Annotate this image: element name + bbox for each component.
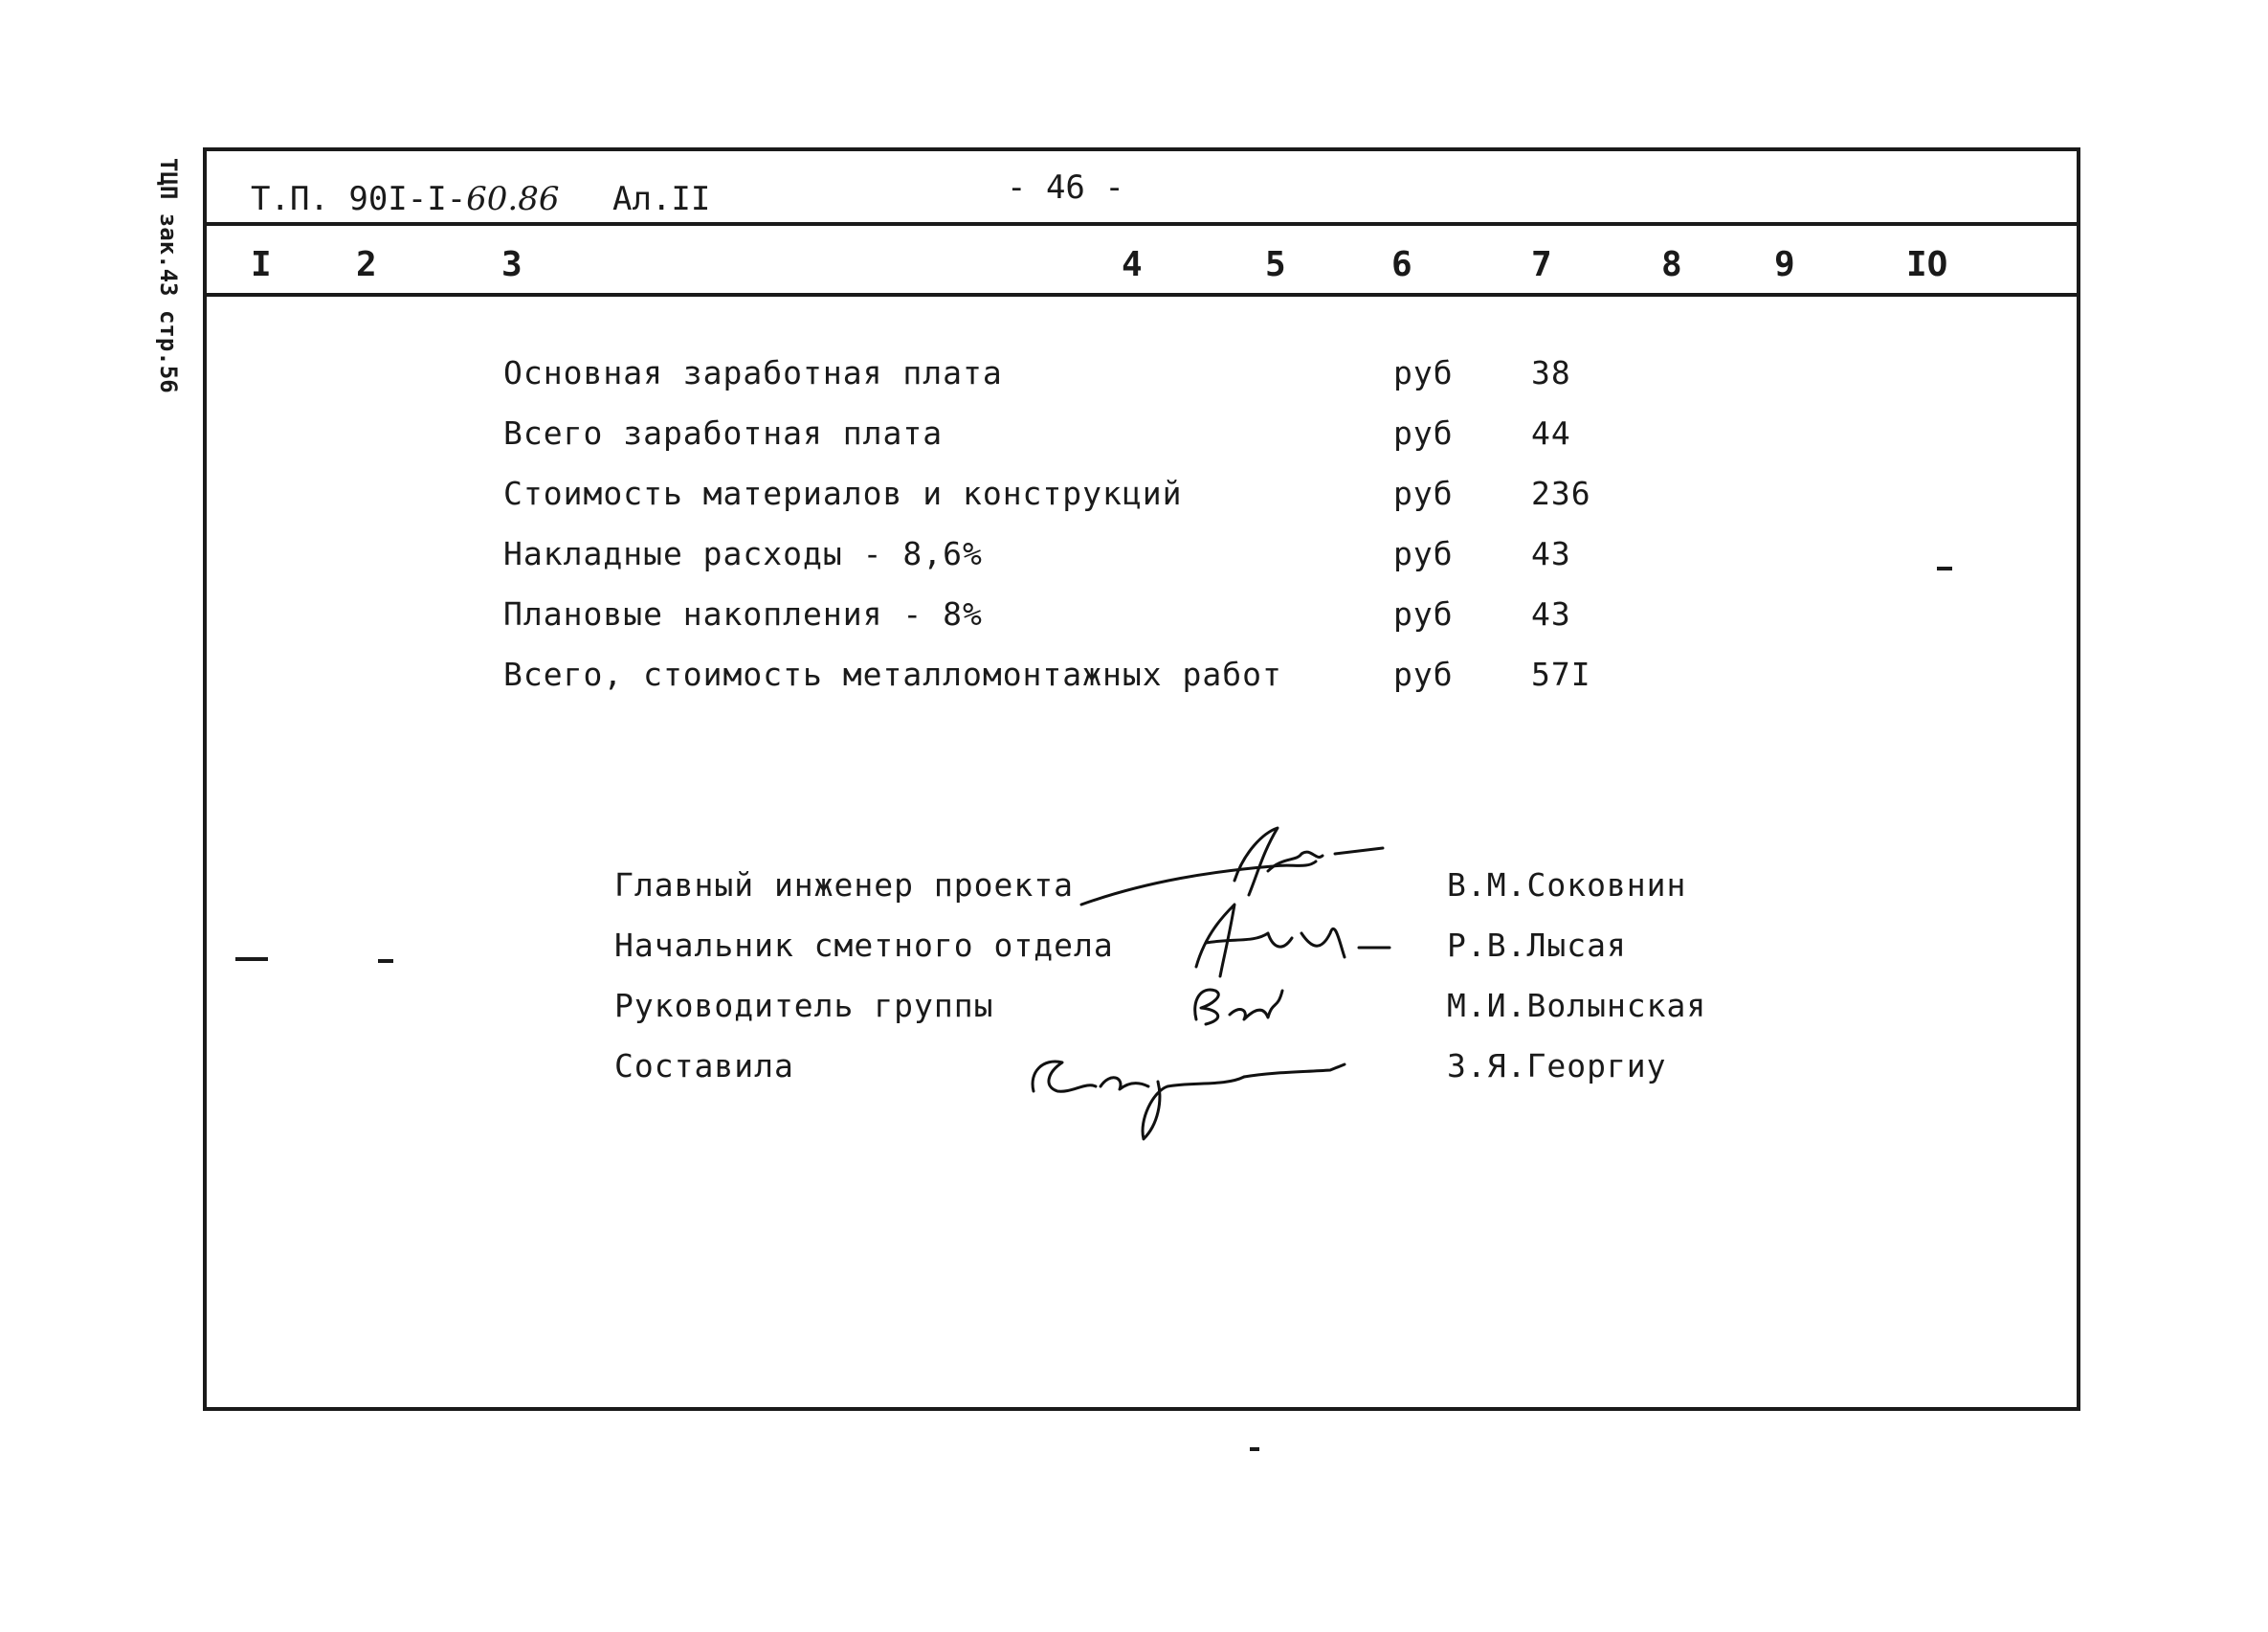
document-code [251,180,560,218]
row-name: Плановые накопления - 8% [503,595,983,633]
page-number: - 46 - [1007,168,1124,207]
row-unit: руб [1393,656,1454,693]
row-value: 44 [1531,414,1571,452]
margin-dash [1250,1447,1259,1451]
column-number-10: IO [1906,245,1948,284]
header-divider [203,222,2080,226]
column-number-1: I [251,245,272,284]
row-value: 57I [1531,656,1591,693]
column-number-4: 4 [1122,245,1143,284]
code-handwritten: 60.86 [466,180,560,218]
signature-role: Главный инженер проекта [614,866,1074,904]
row-name: Основная заработная плата [503,354,1003,391]
code-prefix: Т.П. 90I-I- [251,180,467,218]
album-label: Ал.II [612,180,711,218]
column-number-2: 2 [356,245,377,284]
row-name: Накладные расходы - 8,6% [503,535,983,572]
margin-dash [378,959,393,963]
column-number-8: 8 [1661,245,1682,284]
signature-name: М.И.Волынская [1447,987,1707,1024]
column-number-9: 9 [1774,245,1795,284]
column-number-5: 5 [1265,245,1286,284]
row-value: 236 [1531,475,1591,512]
row-unit: руб [1393,535,1454,572]
row-name: Всего заработная плата [503,414,944,452]
row-value: 43 [1531,535,1571,572]
column-header-divider [203,293,2080,297]
margin-dash [1937,567,1952,570]
handwritten-signature [1182,972,1297,1039]
row-value: 43 [1531,595,1571,633]
row-unit: руб [1393,414,1454,452]
column-number-7: 7 [1531,245,1552,284]
signature-role: Руководитель группы [614,987,994,1024]
row-unit: руб [1393,595,1454,633]
page-frame [203,147,2080,1411]
row-name: Всего, стоимость металломонтажных работ [503,656,1282,693]
signature-name: Р.В.Лысая [1447,927,1627,964]
row-value: 38 [1531,354,1571,391]
handwritten-signature [1014,1034,1359,1144]
row-unit: руб [1393,475,1454,512]
side-stamp: ТЦП зак.43 стр.56 [155,158,182,393]
signature-name: З.Я.Георгиу [1447,1047,1667,1084]
row-name: Стоимость материалов и конструкций [503,475,1183,512]
signature-role: Составила [614,1047,794,1084]
row-unit: руб [1393,354,1454,391]
signature-name: В.М.Соковнин [1447,866,1687,904]
margin-dash [235,957,268,961]
column-number-3: 3 [501,245,523,284]
column-number-6: 6 [1391,245,1412,284]
signature-role: Начальник сметного отдела [614,927,1114,964]
